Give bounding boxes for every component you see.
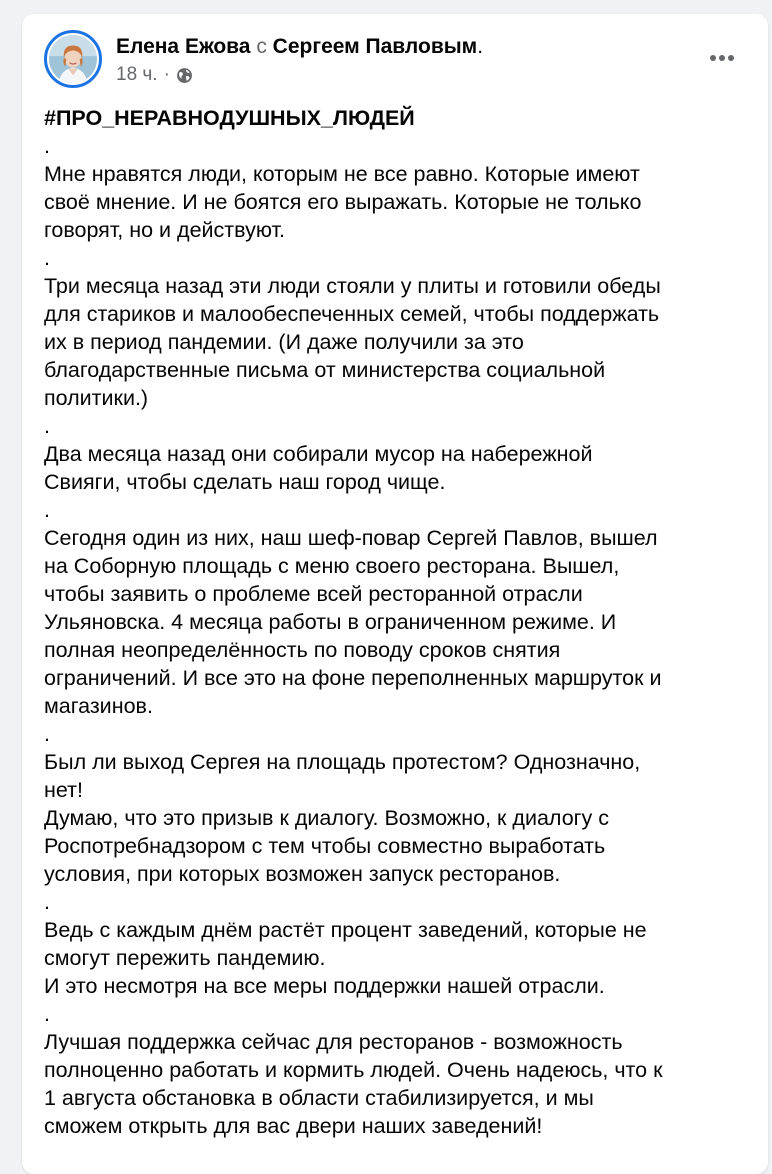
author-avatar[interactable] xyxy=(44,30,102,88)
post-line: смогут пережить пандемию. xyxy=(44,946,326,970)
post-header xyxy=(22,14,768,98)
post-line: Мне нравятся люди, которым не все равно. Которые имеют xyxy=(44,162,640,186)
post-line: полноценно работать и кормить людей. Очень надеюсь, что к xyxy=(44,1058,663,1082)
meta-separator: · xyxy=(163,64,170,85)
post-line: политики.) xyxy=(44,386,149,410)
post-line: Свияги, чтобы сделать наш город чище. xyxy=(44,470,446,494)
post-line: Думаю, что это призыв к диалогу. Возможно, к диалогу с xyxy=(44,806,609,830)
post-line: чтобы заявить о проблеме всей ресторанной отрасли xyxy=(44,582,583,606)
post-line: . xyxy=(44,1002,50,1026)
more-horizontal-icon xyxy=(709,54,735,62)
post-card xyxy=(22,14,768,1174)
post-line: Был ли выход Сергея на площадь протестом? Однозначно, xyxy=(44,750,641,774)
post-line: Сегодня один из них, наш шеф-повар Сергей Павлов, вышел xyxy=(44,526,658,550)
post-text xyxy=(44,104,756,1140)
post-line: говорят, но и действуют. xyxy=(44,218,285,242)
post-line: 1 августа обстановка в области стабилизируется, и мы xyxy=(44,1086,594,1110)
post-line: Ведь с каждым днём растёт процент заведений, которые не xyxy=(44,918,647,942)
post-line: Лучшая поддержка сейчас для ресторанов - возможность xyxy=(44,1030,623,1054)
post-line: своё мнение. И не боятся его выражать. Которые не только xyxy=(44,190,642,214)
post-line: . xyxy=(44,722,50,746)
post-line: Три месяца назад эти люди стояли у плиты и готовили обеды xyxy=(44,274,661,298)
post-line: . xyxy=(44,134,50,158)
with-word: с xyxy=(256,35,267,58)
hashtag-link[interactable]: #ПРО_НЕРАВНОДУШНЫХ_ЛЮДЕЙ xyxy=(44,106,415,130)
post-line: сможем открыть для вас двери наших заведений! xyxy=(44,1114,543,1138)
post-line: . xyxy=(44,890,50,914)
post-line: И это несмотря на все меры поддержки нашей отрасли. xyxy=(44,974,605,998)
post-line: нет! xyxy=(44,778,83,802)
post-line: . xyxy=(44,246,50,270)
post-line: . xyxy=(44,414,50,438)
post-line: на Соборную площадь с меню своего ресторана. Вышел, xyxy=(44,554,620,578)
post-line: для стариков и малообеспеченных семей, чтобы поддержать xyxy=(44,302,660,326)
post-line: полная неопределённость по поводу сроков снятия xyxy=(44,638,561,662)
post-line: благодарственные письма от министерства социальной xyxy=(44,358,606,382)
tagged-person[interactable]: Сергеем Павловым xyxy=(272,35,478,58)
post-line: Ульяновска. 4 месяца работы в ограниченном режиме. И xyxy=(44,610,617,634)
post-line: . xyxy=(44,498,50,522)
post-line: Роспотребнадзором с тем чтобы совместно выработать xyxy=(44,834,606,858)
author-line xyxy=(116,34,483,60)
post-line: Два месяца назад они собирали мусор на набережной xyxy=(44,442,593,466)
author-name[interactable]: Елена Ежова xyxy=(116,35,251,58)
post-line: их в период пандемии. (И даже получили за это xyxy=(44,330,524,354)
globe-icon[interactable] xyxy=(176,67,193,84)
post-meta xyxy=(116,63,193,87)
post-line: магазинов. xyxy=(44,694,153,718)
trailing-dot: . xyxy=(477,35,484,58)
avatar-photo xyxy=(49,35,97,83)
more-options-button[interactable] xyxy=(702,44,742,72)
post-line: условия, при которых возможен запуск ресторанов. xyxy=(44,862,561,886)
post-time[interactable]: 18 ч. xyxy=(116,64,158,85)
post-line: ограничений. И все это на фоне переполненных маршруток и xyxy=(44,666,662,690)
